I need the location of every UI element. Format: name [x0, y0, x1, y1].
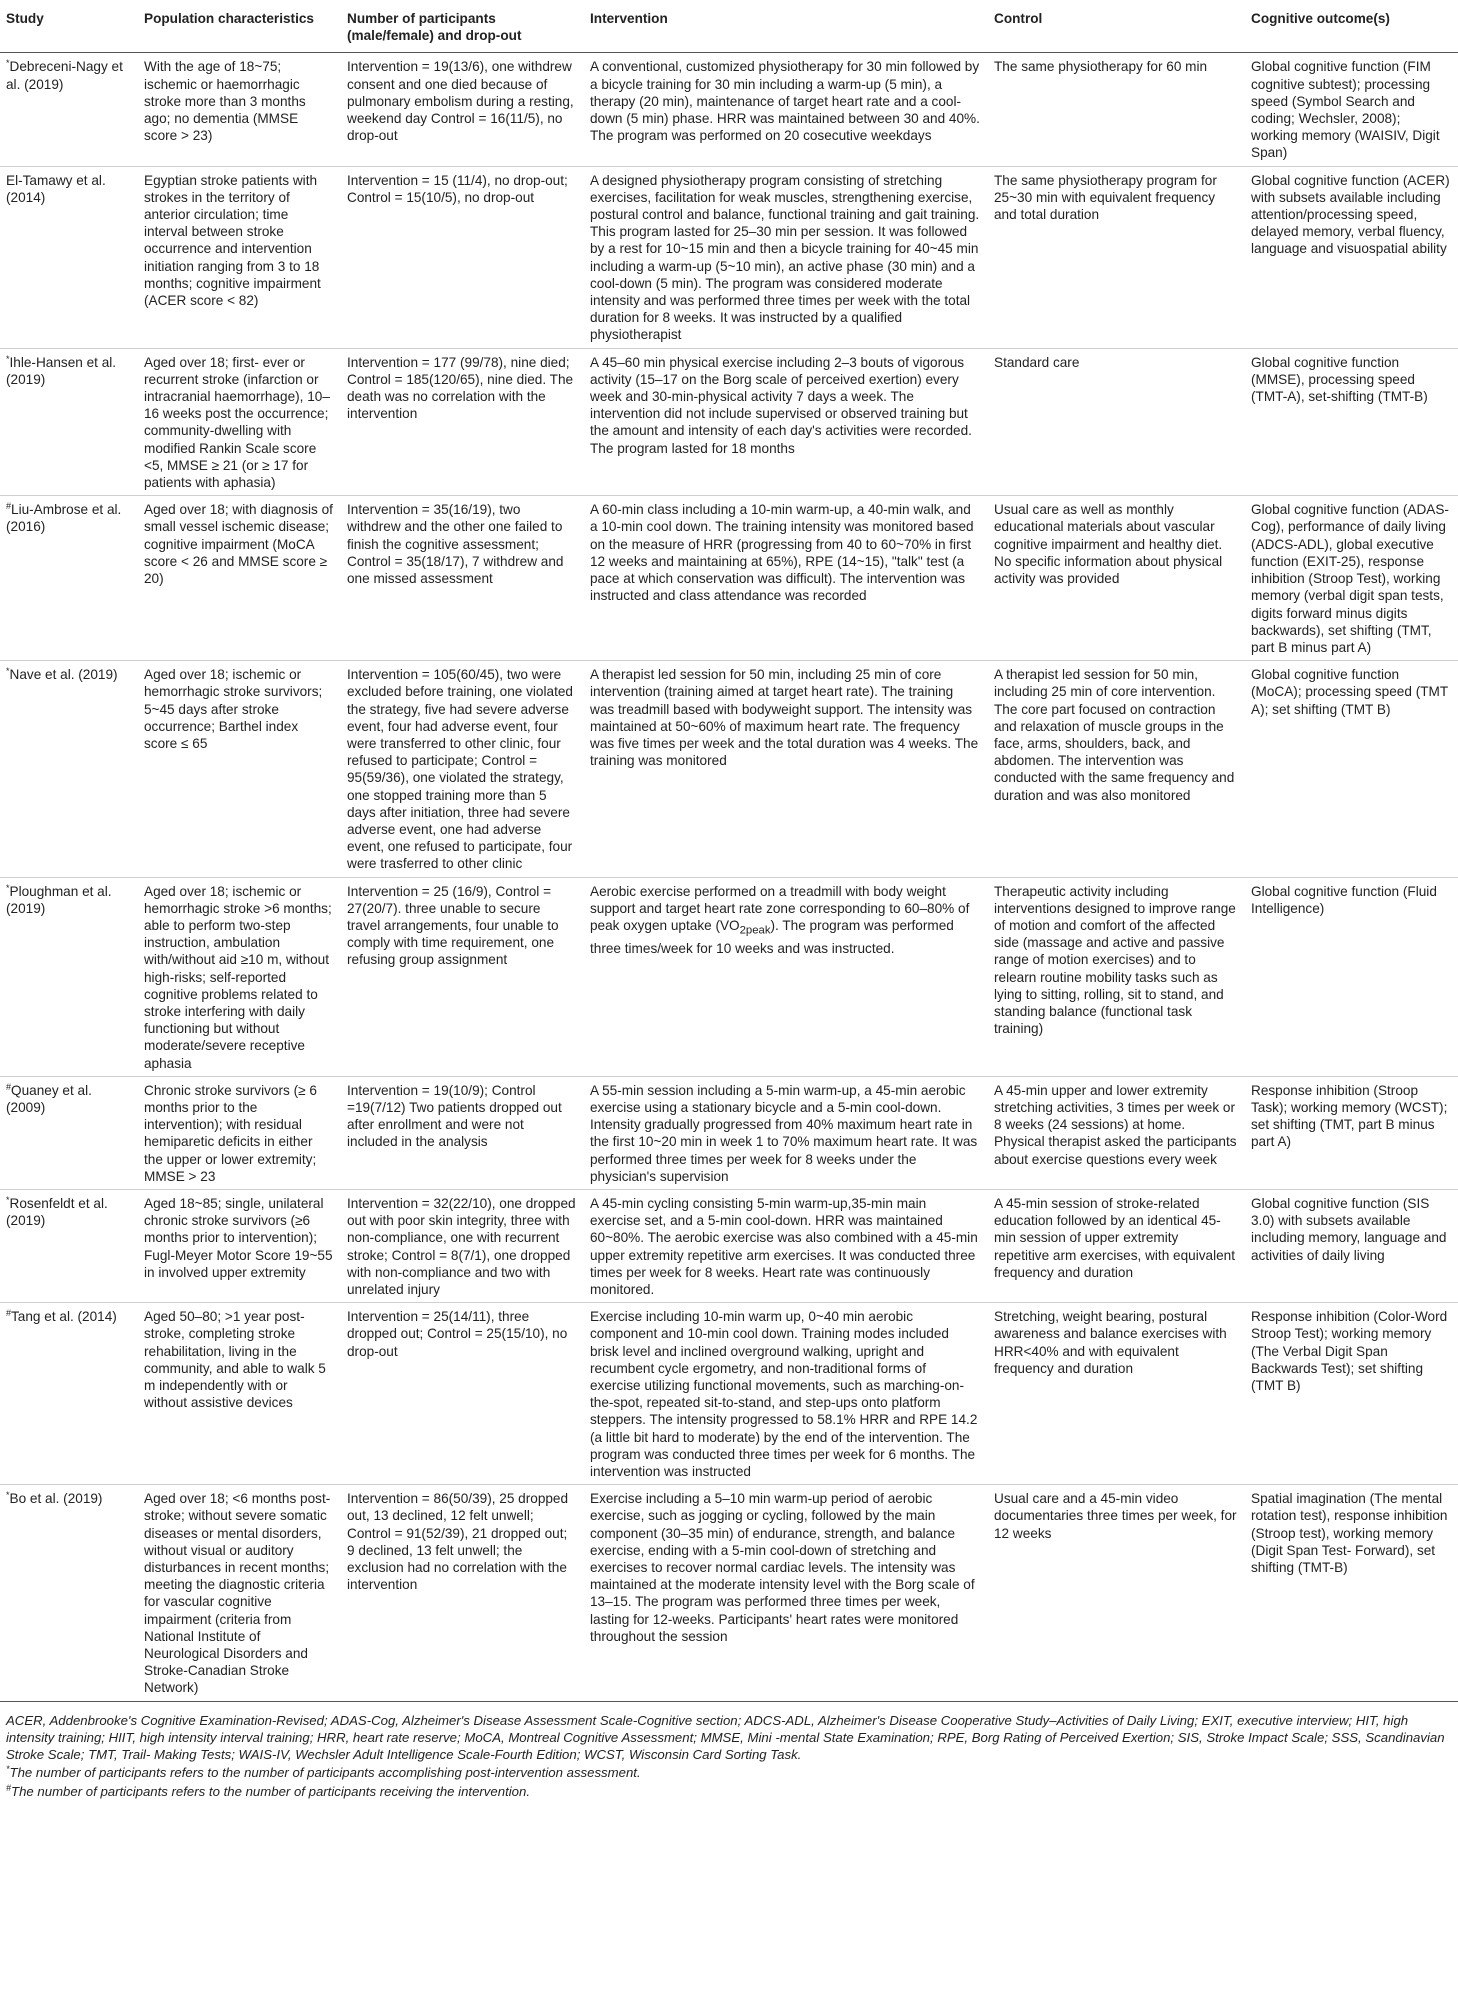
cell-population: Egyptian stroke patients with strokes in the territory of anterior circulation; time interval between stroke occurrence and intervention initiation ranging from 3 to 18 months; cognitive impairment (ACER score < 82): [138, 166, 341, 348]
intervention-text: Aerobic exercise performed on a treadmill with body weight support and target heart rate zone corresponding to 60–80% of peak oxygen uptake (VO: [590, 883, 970, 933]
cell-population: With the age of 18~75; ischemic or haemorrhagic stroke more than 3 months ago; no dementia (MMSE score > 23): [138, 53, 341, 166]
cell-control: Standard care: [988, 348, 1245, 496]
star-mark: *: [6, 1764, 10, 1775]
cell-participants: Intervention = 35(16/19), two withdrew and the other one failed to finish the cognitive assessment; Control = 35(18/17), 7 withdrew and one missed assessment: [341, 496, 584, 661]
star-footnote: [6, 1764, 1452, 1781]
cell-participants: Intervention = 19(10/9); Control =19(7/12) Two patients dropped out after enrollment and were not included in the analysis: [341, 1076, 584, 1189]
table-row: [0, 1485, 1458, 1701]
header-intervention: Intervention: [584, 8, 988, 53]
header-study: Study: [0, 8, 138, 53]
cell-control: Therapeutic activity including interventions designed to improve range of motion and comfort of the affected side (massage and active and passive range of motion exercises) and to relearn routine mobility tasks such as lying to sitting, rolling, sit to stand, and standing balance (functional task training): [988, 877, 1245, 1076]
cell-outcomes: Global cognitive function (ACER) with subsets available including attention/processing speed, delayed memory, verbal fluency, language and visuospatial ability: [1245, 166, 1458, 348]
cell-participants: Intervention = 177 (99/78), nine died; Control = 185(120/65), nine died. The death was no correlation with the intervention: [341, 348, 584, 496]
cell-study: [0, 348, 138, 496]
cell-study: [0, 1076, 138, 1189]
study-name: Tang et al. (2014): [11, 1309, 117, 1325]
cell-participants: Intervention = 32(22/10), one dropped out with poor skin integrity, three with non-compliance, one with recurrent stroke; Control = 8(7/1), one dropped with non-compliance and two with unrelated injury: [341, 1190, 584, 1303]
cell-participants: Intervention = 25(14/11), three dropped out; Control = 25(15/10), no drop-out: [341, 1303, 584, 1485]
study-name: Bo et al. (2019): [9, 1491, 103, 1507]
cell-control: The same physiotherapy program for 25~30 min with equivalent frequency and total duration: [988, 166, 1245, 348]
cell-participants: Intervention = 25 (16/9), Control = 27(20/7). three unable to secure travel arrangements, four unable to comply with time requirement, one refusing group assignment: [341, 877, 584, 1076]
footnote-mark: *: [6, 1195, 10, 1205]
cell-intervention: A conventional, customized physiotherapy for 30 min followed by a bicycle training for 30 min including a warm-up (5 min), a therapy (20 min), maintenance of target heart rate and a cool-down (5 min) phase. HRR was maintained between 30 and 40%. The program was performed on 20 cosecutive weekdays: [584, 53, 988, 166]
cell-outcomes: Spatial imagination (The mental rotation test), response inhibition (Stroop test), working memory (Digit Span Test- Forward), set shifting (TMT-B): [1245, 1485, 1458, 1701]
cell-population: Aged over 18; first- ever or recurrent stroke (infarction or intracranial haemorrhage), 10–16 weeks post the occurrence; community-dwelling with modified Rankin Scale score <5, MMSE ≥ 21 (or ≥ 17 for patients with aphasia): [138, 348, 341, 496]
cell-participants: Intervention = 86(50/39), 25 dropped out, 13 declined, 12 felt unwell; Control = 91(52/39), 21 dropped out; 9 declined, 13 felt unwell; the exclusion had no correlation with the intervention: [341, 1485, 584, 1701]
header-control: Control: [988, 8, 1245, 53]
cell-study: [0, 53, 138, 166]
footnote-mark: #: [6, 501, 12, 512]
cell-study: [0, 496, 138, 661]
header-population: Population characteristics: [138, 8, 341, 53]
hash-mark: #: [6, 1782, 12, 1793]
cell-control: Stretching, weight bearing, postural awareness and balance exercises with HRR<40% and with equivalent frequency and duration: [988, 1303, 1245, 1485]
footnote-mark: *: [6, 58, 10, 69]
cell-study: [0, 1303, 138, 1485]
footnote-mark: *: [6, 882, 10, 893]
study-name: Ploughman et al. (2019): [6, 883, 112, 916]
table-row: [0, 348, 1458, 496]
cell-population: Aged over 18; ischemic or hemorrhagic stroke >6 months; able to perform two-step instruction, ambulation with/without aid ≥10 m, without high-risks; self-reported cognitive problems related to stroke interfering with daily functioning but without moderate/severe receptive aphasia: [138, 877, 341, 1076]
study-name: Nave et al. (2019): [9, 667, 118, 683]
cell-population: Aged 50–80; >1 year post-stroke, completing stroke rehabilitation, living in the community, and able to walk 5 m independently with or without assistive devices: [138, 1303, 341, 1485]
cell-population: Aged 18~85; single, unilateral chronic stroke survivors (≥6 months prior to intervention); Fugl-Meyer Motor Score 19~55 in involved upper extremity: [138, 1190, 341, 1303]
cell-outcomes: Response inhibition (Color-Word Stroop Test); working memory (The Verbal Digit Span Backwards Test); set shifting (TMT B): [1245, 1303, 1458, 1485]
table-row: [0, 661, 1458, 877]
cell-outcomes: Global cognitive function (ADAS-Cog), performance of daily living (ADCS-ADL), global executive function (EXIT-25), response inhibition (Stroop Test), working memory (verbal digit span tests, digits forward minus digits backwards), set shifting (TMT, part B minus part A): [1245, 496, 1458, 661]
cell-study: [0, 1190, 138, 1303]
cell-intervention: Exercise including a 5–10 min warm-up period of aerobic exercise, such as jogging or cycling, followed by the main component (30–35 min) of endurance, strength, and balance exercise, ending with a 5-min cool-down of stretching and exercises to recover normal cardiac levels. The intensity was maintained at the moderate intensity level with the Borg scale of 13–15. The program was performed three times per week, lasting for 12-weeks. Participants' heart rates were monitored throughout the session: [584, 1485, 988, 1701]
cell-population: Aged over 18; <6 months post-stroke; without severe somatic diseases or mental disorders, without visual or auditory disturbances in recent months; meeting the diagnostic criteria for vascular cognitive impairment (criteria from National Institute of Neurological Disorders and Stroke-Canadian Stroke Network): [138, 1485, 341, 1701]
intervention-text-end: ). The program was performed three times/week for 10 weeks and was instructed.: [590, 917, 954, 956]
cell-study: [0, 661, 138, 877]
cell-intervention: A 60-min class including a 10-min warm-up, a 40-min walk, and a 10-min cool down. The training intensity was monitored based on the measure of HRR (progressing from 40 to 60~70% in first 12 weeks and maintaining at 65%), RPE (14~15), "talk" test (a pace at which conservation was difficult). The intervention was instructed and class attendance was recorded: [584, 496, 988, 661]
table-row: [0, 53, 1458, 166]
cell-population: Aged over 18; with diagnosis of small vessel ischemic disease; cognitive impairment (MoCA score < 26 and MMSE score ≥ 20): [138, 496, 341, 661]
cell-outcomes: Global cognitive function (FIM cognitive subtest); processing speed (Symbol Search and coding; Wechsler, 2008); working memory (WAISIV, Digit Span): [1245, 53, 1458, 166]
cell-control: Usual care as well as monthly educational materials about vascular cognitive impairment and healthy diet. No specific information about physical activity was provided: [988, 496, 1245, 661]
cell-intervention: [584, 877, 988, 1076]
abbreviations-note: ACER, Addenbrooke's Cognitive Examination-Revised; ADAS-Cog, Alzheimer's Disease Assessment Scale-Cognitive section; ADCS-ADL, Alzheimer's Disease Cooperative Study–Activities of Daily Living; EXIT, executive interview; HIT, high intensity training; HIIT, high intensity interval training; HRR, heart rate reserve; MoCA, Montreal Cognitive Assessment; MMSE, Mini -mental State Examination; RPE, Borg Rating of Perceived Exertion; SIS, Stroke Impact Scale; SSS, Scandinavian Stroke Scale; TMT, Trail- Making Tests; WAIS-IV, Wechsler Adult Intelligence Scale-Fourth Edition; WCST, Wisconsin Card Sorting Task.: [6, 1712, 1445, 1763]
cell-intervention: A designed physiotherapy program consisting of stretching exercises, facilitation for weak muscles, strengthening exercise, postural control and balance, functional training and gait training. This program lasted for 25–30 min per session. It was followed by a rest for 10~15 min and then a bicycle training for 40~45 min including a warm-up (5~10 min), an active phase (30 min) and a cool-down (5 min). The program was considered moderate intensity and was performed three times per week with the total duration for 8 weeks. It was instructed by a qualified physiotherapist: [584, 166, 988, 348]
cell-participants: Intervention = 19(13/6), one withdrew consent and one died because of pulmonary embolism during a resting, weekend day Control = 16(11/5), no drop-out: [341, 53, 584, 166]
table-footnotes: [0, 1712, 1458, 1800]
footnote-mark: *: [6, 1490, 10, 1501]
cell-participants: Intervention = 105(60/45), two were excluded before training, one violated the strategy, five had severe adverse event, four had adverse event, four were transferred to other clinic, four refused to participate; Control = 95(59/36), one violated the strategy, one stopped training more than 5 days after initiation, three had severe adverse event, one had adverse event, one refused to participate, four were trasferred to other clinic: [341, 661, 584, 877]
study-name: Liu-Ambrose et al. (2016): [6, 502, 122, 535]
footnote-mark: #: [6, 1308, 12, 1319]
table-row: [0, 1076, 1458, 1189]
star-footnote-text: The number of participants refers to the number of participants accomplishing post-intervention assessment.: [9, 1765, 641, 1781]
cell-outcomes: Global cognitive function (SIS 3.0) with subsets available including memory, language and activities of daily living: [1245, 1190, 1458, 1303]
cell-intervention: A therapist led session for 50 min, including 25 min of core intervention (training aimed at target heart rate). The training was treadmill based with bodyweight support. The intensity was maintained at 50~60% of maximum heart rate. The frequency was five times per week and the total duration was 4 weeks. The training was monitored: [584, 661, 988, 877]
cell-intervention: A 55-min session including a 5-min warm-up, a 45-min aerobic exercise using a stationary bicycle and a 5-min cool-down. Intensity gradually progressed from 40% maximum heart rate in the first 10~20 min in week 1 to 70% maximum heart rate. It was performed three times per week for 8 weeks under the physician's supervision: [584, 1076, 988, 1189]
footnote-mark: #: [6, 1081, 12, 1092]
cell-control: Usual care and a 45-min video documentaries three times per week, for 12 weeks: [988, 1485, 1245, 1701]
table-row: [0, 496, 1458, 661]
cell-study: [0, 877, 138, 1076]
cell-outcomes: Global cognitive function (Fluid Intelligence): [1245, 877, 1458, 1076]
header-outcomes: Cognitive outcome(s): [1245, 8, 1458, 53]
cell-outcomes: Global cognitive function (MMSE), processing speed (TMT-A), set-shifting (TMT-B): [1245, 348, 1458, 496]
cell-intervention: A 45–60 min physical exercise including 2–3 bouts of vigorous activity (15–17 on the Borg scale of perceived exertion) every week and 30-min-physical activity 7 days a week. The intervention did not include supervised or observed training but the amount and intensity of each day's activities were recorded. The program lasted for 18 months: [584, 348, 988, 496]
cell-intervention: A 45-min cycling consisting 5-min warm-up,35-min main exercise set, and a 5-min cool-down. HRR was maintained 60~80%. The aerobic exercise was also combined with a 45-min upper extremity repetitive arm exercises. It was conducted three times per week for 8 weeks. Heart rate was continuously monitored.: [584, 1190, 988, 1303]
study-name: Ihle-Hansen et al. (2019): [6, 354, 117, 387]
cell-study: [0, 1485, 138, 1701]
study-name: Quaney et al. (2009): [6, 1082, 92, 1115]
vo2peak-subscript: 2peak: [739, 924, 771, 937]
cell-outcomes: Global cognitive function (MoCA); processing speed (TMT A); set shifting (TMT B): [1245, 661, 1458, 877]
table-header-row: [0, 8, 1458, 53]
cell-participants: Intervention = 15 (11/4), no drop-out; Control = 15(10/5), no drop-out: [341, 166, 584, 348]
hash-footnote: [6, 1783, 1452, 1800]
cell-control: A 45-min session of stroke-related education followed by an identical 45-min session of upper extremity repetitive arm exercises, with equivalent frequency and duration: [988, 1190, 1245, 1303]
study-name: Rosenfeldt et al. (2019): [6, 1196, 108, 1229]
study-name: El-Tamawy et al. (2014): [6, 172, 106, 205]
cell-outcomes: Response inhibition (Stroop Task); working memory (WCST); set shifting (TMT, part B minus part A): [1245, 1076, 1458, 1189]
hash-footnote-text: The number of participants refers to the number of participants receiving the intervention.: [11, 1783, 530, 1799]
study-characteristics-table: [0, 8, 1458, 1702]
table-row: [0, 166, 1458, 348]
table-row: [0, 877, 1458, 1076]
cell-population: Chronic stroke survivors (≥ 6 months prior to the intervention); with residual hemiparetic deficits in either the upper or lower extremity; MMSE > 23: [138, 1076, 341, 1189]
footnote-mark: *: [6, 666, 10, 677]
table-row: [0, 1303, 1458, 1485]
cell-population: Aged over 18; ischemic or hemorrhagic stroke survivors; 5~45 days after stroke occurrence; Barthel index score ≤ 65: [138, 661, 341, 877]
cell-control: The same physiotherapy for 60 min: [988, 53, 1245, 166]
cell-control: A therapist led session for 50 min, including 25 min of core intervention. The core part focused on contraction and relaxation of muscle groups in the face, arms, shoulders, back, and abdomen. The intervention was conducted with the same frequency and duration and was also monitored: [988, 661, 1245, 877]
cell-study: [0, 166, 138, 348]
study-name: Debreceni-Nagy et al. (2019): [6, 59, 123, 92]
header-participants: Number of participants (male/female) and drop-out: [341, 8, 584, 53]
table-row: [0, 1190, 1458, 1303]
cell-intervention: Exercise including 10-min warm up, 0~40 min aerobic component and 10-min cool down. Training modes included brisk level and inclined overground walking, upright and recumbent cycle ergometry, and non-traditional forms of exercise utilizing functional movements, such as marching-on-the-spot, repeated sit-to-stand, and step-ups onto platform steppers. The intensity progressed to 58.1% HRR and RPE 14.2 (a little bit hard to moderate) by the end of the intervention. The program was conducted three times per week for 6 months. The intervention was instructed: [584, 1303, 988, 1485]
footnote-mark: *: [6, 353, 10, 364]
cell-control: A 45-min upper and lower extremity stretching activities, 3 times per week or 8 weeks (24 sessions) at home. Physical therapist asked the participants about exercise questions every week: [988, 1076, 1245, 1189]
